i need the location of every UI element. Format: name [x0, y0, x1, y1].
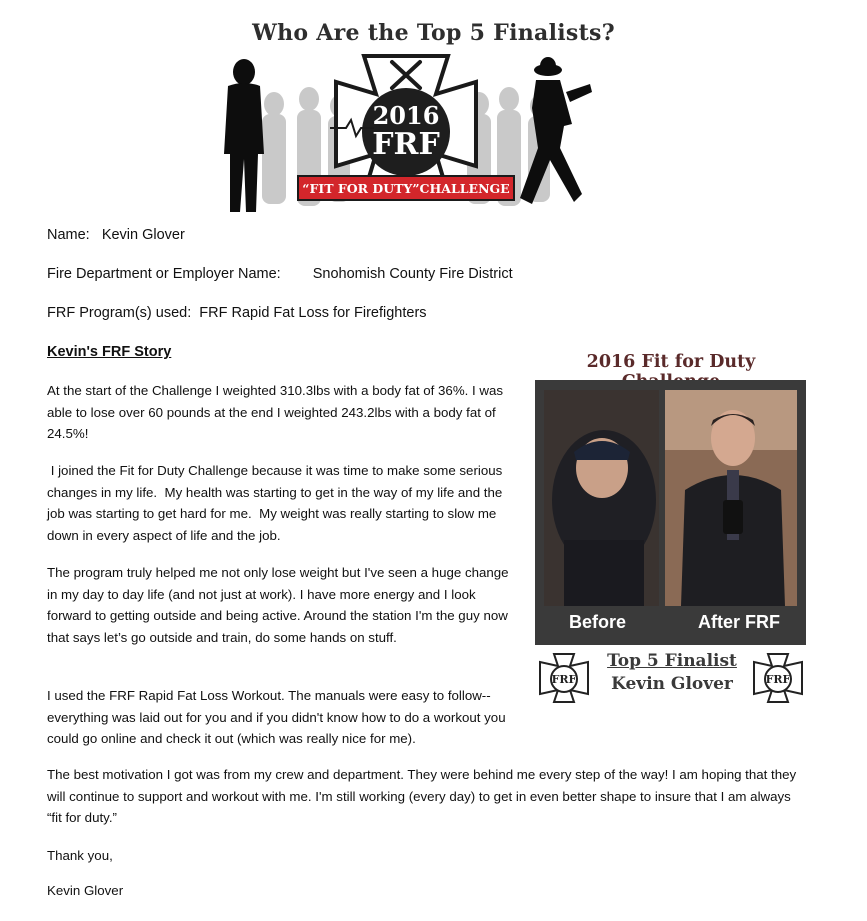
page-title: Who Are the Top 5 Finalists?	[252, 20, 615, 46]
closing-thanks: Thank you,	[47, 848, 113, 863]
story-paragraph-4: I used the FRF Rapid Fat Loss Workout. The manuals were easy to follow--everything was laid out for you and if you didn't know how to do a workout you could go online and check it out (which was really nice for me).	[47, 688, 506, 746]
name-field	[47, 227, 185, 243]
logo-year: 2016	[372, 101, 440, 130]
finalist-name: Kevin Glover	[611, 674, 733, 694]
finalist-banner	[536, 650, 806, 710]
svg-text:FRF: FRF	[551, 673, 577, 686]
story-title: Kevin's FRF Story	[47, 344, 172, 360]
name-value: Kevin Glover	[101, 227, 185, 243]
program-label: FRF Program(s) used:	[47, 305, 192, 321]
signature: Kevin Glover	[47, 883, 124, 898]
story-paragraph-1: At the start of the Challenge I weighted 310.3lbs with a body fat of 36%. I was able to lose over 60 pounds at the end I weighted 243.2lbs with a body fat of 24.5%!	[47, 383, 504, 441]
logo-brand: FRF	[372, 127, 440, 162]
story-paragraph-2: I joined the Fit for Duty Challenge because it was time to make some serious changes in my life. My health was starting to get in the way of my life and the job was starting to get hard for me. My weight was really starting to slow me down in every aspect of life and the job.	[47, 463, 506, 543]
challenge-logo	[214, 44, 598, 224]
before-label: Before	[569, 612, 627, 632]
sidebar-title: 2016 Fit for Duty	[586, 352, 756, 372]
department-field	[47, 266, 513, 282]
name-label: Name:	[47, 227, 90, 243]
before-after-photo	[535, 380, 806, 645]
finalist-heading: Top 5 Finalist	[607, 651, 737, 671]
story-paragraph-5: The best motivation I got was from my crew and department. They were behind me every step of the way! I am hoping that they will continue to support and workout with me. I'm still working (every day) to get in even better shape to insure that I am always “fit for duty.”	[47, 767, 797, 825]
svg-text:FRF: FRF	[765, 673, 791, 686]
logo-banner: “FIT FOR DUTY”CHALLENGE	[302, 181, 510, 196]
program-field	[47, 305, 427, 321]
department-value: Snohomish County Fire District	[312, 266, 513, 282]
before-photo	[544, 390, 659, 606]
program-value: FRF Rapid Fat Loss for Firefighters	[199, 305, 427, 321]
frf-badge-left	[538, 652, 590, 704]
story-paragraph-3: The program truly helped me not only lose weight but I've seen a huge change in my day to day life (and not just at work). I have more energy and I look forward to getting outside and being active. Around the station I'm the guy now that says let’s go outside and train, do some hands on stuff.	[47, 565, 509, 645]
after-label: After FRF	[698, 612, 780, 632]
department-label: Fire Department or Employer Name:	[47, 266, 281, 282]
frf-badge-right	[752, 652, 804, 704]
after-photo	[665, 390, 797, 606]
